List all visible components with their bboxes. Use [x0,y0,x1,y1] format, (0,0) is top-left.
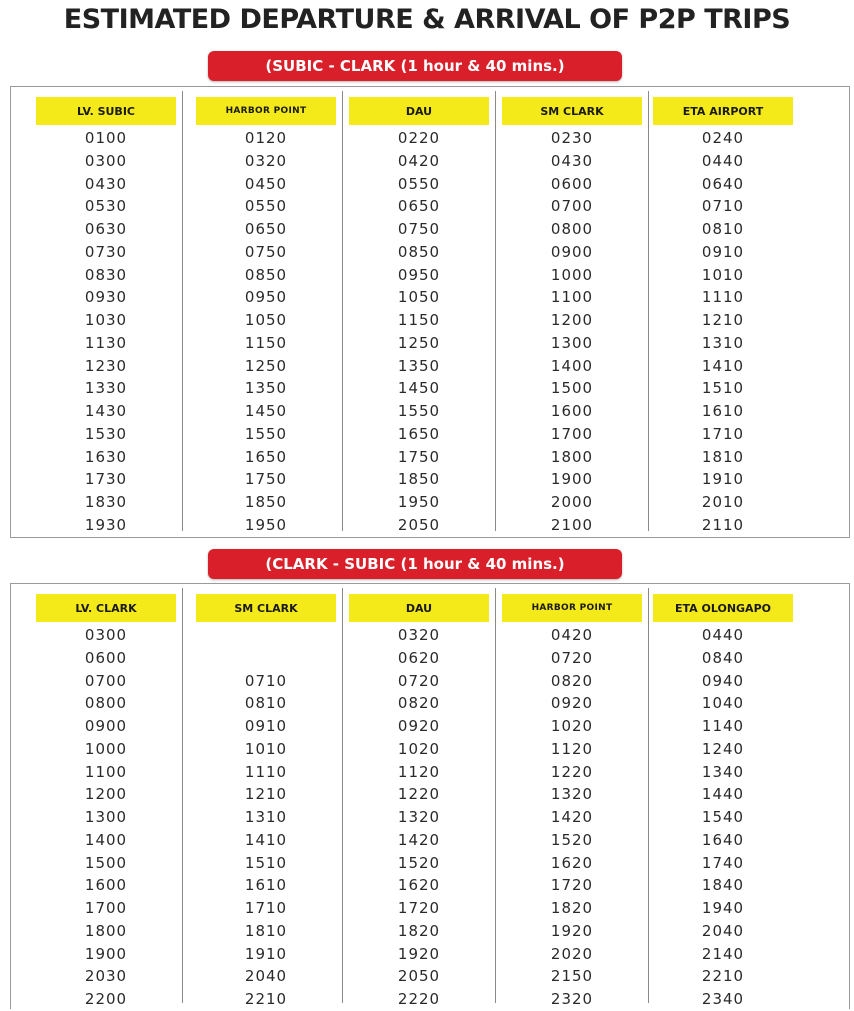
time-cell: 1510 [701,379,745,398]
time-cell: 1710 [701,424,745,443]
time-list [190,624,342,1011]
time-cell: 1430 [84,402,128,420]
time-cell: 1350 [397,356,441,375]
time-cell: 0300 [84,151,128,170]
column-header: SM CLARK [502,97,642,125]
time-cell: 0600 [550,174,594,193]
time-cell: 0100 [84,129,128,147]
schedule-column [496,584,648,1009]
schedule-table-subic-clark [10,86,850,538]
time-cell: 0710 [244,671,288,690]
time-cell: 1100 [550,288,594,307]
time-cell: 1010 [701,265,745,284]
time-cell: 1810 [701,447,745,466]
time-cell: 1140 [701,717,745,735]
time-cell: 1120 [550,739,594,758]
time-cell: 1450 [397,379,441,398]
schedule-column [343,87,495,537]
time-cell: 1050 [244,311,288,329]
time-cell: 0710 [701,197,745,216]
time-cell: 0910 [701,242,745,261]
time-cell: 0730 [84,242,128,261]
time-cell: 1220 [550,762,594,781]
column-header: HARBOR POINT [196,97,336,125]
time-cell: 1900 [550,470,594,489]
time-cell: 0550 [397,174,441,193]
time-cell: 0920 [550,694,594,713]
time-cell: 1550 [244,424,288,443]
time-cell: 1320 [550,785,594,804]
time-cell: 1150 [244,333,288,352]
time-cell: 0840 [701,648,745,667]
time-cell: 0820 [397,694,441,713]
time-cell: 1110 [701,288,745,307]
time-cell: 1650 [397,424,441,443]
time-cell: 1550 [397,402,441,420]
time-cell: 0320 [244,151,288,170]
time-cell: 1610 [701,402,745,420]
schedule-column [647,584,799,1009]
time-cell: 0850 [397,242,441,261]
time-cell: 1100 [84,762,128,781]
time-cell: 0300 [84,626,128,644]
time-cell: 1750 [397,447,441,466]
time-cell: 0650 [244,220,288,238]
time-cell: 1950 [397,493,441,511]
column-header: ETA OLONGAPO [653,594,793,622]
time-cell: 1250 [244,356,288,375]
schedule-column [647,87,799,537]
route-banner-subic-clark: (SUBIC - CLARK (1 hour & 40 mins.) [208,51,622,81]
time-cell [190,647,342,670]
time-list [30,127,182,537]
time-cell: 1500 [84,853,128,872]
column-header: LV. SUBIC [36,97,176,125]
time-cell: 1820 [397,921,441,940]
time-cell: 0700 [84,671,128,690]
time-cell: 1200 [550,311,594,329]
time-cell: 0650 [397,197,441,216]
time-cell: 1620 [397,876,441,895]
time-cell: 2200 [84,990,128,1008]
time-cell: 1030 [84,311,128,329]
time-cell: 0550 [244,197,288,216]
time-cell: 0630 [84,220,128,238]
time-cell: 1710 [244,899,288,917]
time-cell: 1720 [397,899,441,917]
time-cell: 1210 [701,311,745,329]
time-list [30,624,182,1011]
time-cell: 0810 [701,220,745,238]
time-cell: 1910 [244,944,288,963]
time-cell: 0430 [550,151,594,170]
schedule-table-clark-subic [10,583,850,1009]
page-title: ESTIMATED DEPARTURE & ARRIVAL OF P2P TRIPS [63,4,791,35]
time-cell: 2320 [550,990,594,1008]
time-cell: 2100 [550,515,594,534]
time-list [647,624,799,1011]
time-cell: 0620 [397,648,441,667]
time-cell: 1700 [84,899,128,917]
time-cell: 0720 [550,648,594,667]
column-header: HARBOR POINT [502,594,642,622]
time-cell: 2030 [84,967,128,986]
time-cell: 1130 [84,333,128,352]
time-cell: 1940 [701,899,745,917]
time-cell: 1020 [397,739,441,758]
time-cell: 0940 [701,671,745,690]
time-cell: 1620 [550,853,594,872]
time-cell: 0910 [244,717,288,735]
time-cell: 0700 [550,197,594,216]
time-cell: 2150 [550,967,594,986]
time-cell: 1930 [84,515,128,534]
column-header: LV. CLARK [36,594,176,622]
time-cell: 1540 [701,808,745,826]
time-cell: 1300 [84,808,128,826]
column-header: DAU [349,97,489,125]
time-cell: 1400 [84,830,128,849]
schedule-column [30,584,182,1009]
column-header: SM CLARK [196,594,336,622]
column-header: ETA AIRPORT [653,97,793,125]
time-cell: 2000 [550,493,594,511]
time-cell: 1820 [550,899,594,917]
time-cell: 0530 [84,197,128,216]
time-cell: 0220 [397,129,441,147]
time-cell: 1800 [550,447,594,466]
schedule-column [496,87,648,537]
time-cell: 0430 [84,174,128,193]
time-cell: 2140 [701,944,745,963]
time-cell: 0420 [550,626,594,644]
time-cell: 0240 [701,129,745,147]
time-cell: 0230 [550,129,594,147]
time-cell: 1050 [397,288,441,307]
time-cell: 1420 [550,808,594,826]
time-list [190,127,342,537]
time-list [496,624,648,1011]
time-cell: 0920 [397,717,441,735]
time-cell: 1220 [397,785,441,804]
schedule-column [190,584,342,1009]
time-cell: 1200 [84,785,128,804]
time-cell: 2040 [244,967,288,986]
schedule-column [30,87,182,537]
time-cell: 1210 [244,785,288,804]
time-cell: 0900 [84,717,128,735]
time-cell: 0640 [701,174,745,193]
time-cell: 0830 [84,265,128,284]
time-cell: 0950 [397,265,441,284]
time-cell: 0600 [84,648,128,667]
time-cell: 1120 [397,762,441,781]
time-cell: 0750 [397,220,441,238]
route-banner-clark-subic: (CLARK - SUBIC (1 hour & 40 mins.) [208,549,622,579]
time-cell: 0800 [550,220,594,238]
time-cell: 1750 [244,470,288,489]
time-cell [190,624,342,647]
time-cell: 0930 [84,288,128,307]
time-cell: 1240 [701,739,745,758]
time-cell: 1010 [244,739,288,758]
time-cell: 1530 [84,424,128,443]
time-cell: 1340 [701,762,745,781]
time-cell: 1040 [701,694,745,713]
time-cell: 1420 [397,830,441,849]
time-cell: 0440 [701,626,745,644]
time-cell: 1950 [244,515,288,534]
time-cell: 1000 [550,265,594,284]
time-list [343,624,495,1011]
time-cell: 2040 [701,921,745,940]
time-cell: 0950 [244,288,288,307]
time-cell: 1900 [84,944,128,963]
time-cell: 1640 [701,830,745,849]
time-cell: 0440 [701,151,745,170]
time-cell: 1630 [84,447,128,466]
time-cell: 2010 [701,493,745,511]
time-cell: 1810 [244,921,288,940]
time-list [343,127,495,537]
time-cell: 2210 [244,990,288,1008]
time-cell: 1520 [397,853,441,872]
time-cell: 1330 [84,379,128,398]
time-cell: 0900 [550,242,594,261]
time-cell: 1150 [397,311,441,329]
time-cell: 0750 [244,242,288,261]
time-cell: 1000 [84,739,128,758]
time-cell: 1300 [550,333,594,352]
time-cell: 2340 [701,990,745,1008]
time-cell: 0450 [244,174,288,193]
time-cell: 0800 [84,694,128,713]
time-cell: 0420 [397,151,441,170]
time-cell: 1600 [84,876,128,895]
time-cell: 1800 [84,921,128,940]
column-header: DAU [349,594,489,622]
time-cell: 1740 [701,853,745,872]
time-cell: 1510 [244,853,288,872]
time-cell: 1730 [84,470,128,489]
time-cell: 1310 [701,333,745,352]
time-cell: 1700 [550,424,594,443]
time-cell: 1840 [701,876,745,895]
time-cell: 1520 [550,830,594,849]
schedule-column [343,584,495,1009]
time-cell: 1250 [397,333,441,352]
time-list [496,127,648,537]
time-cell: 1650 [244,447,288,466]
time-cell: 2110 [701,515,745,534]
time-cell: 1110 [244,762,288,781]
time-cell: 1310 [244,808,288,826]
time-cell: 1410 [701,356,745,375]
time-cell: 1410 [244,830,288,849]
time-cell: 1720 [550,876,594,895]
time-cell: 1850 [397,470,441,489]
time-cell: 1610 [244,876,288,895]
time-cell: 1400 [550,356,594,375]
time-cell: 2050 [397,515,441,534]
time-cell: 2050 [397,967,441,986]
time-cell: 0810 [244,694,288,713]
time-cell: 0850 [244,265,288,284]
time-cell: 2220 [397,990,441,1008]
time-cell: 1450 [244,402,288,420]
time-cell: 1920 [397,944,441,963]
time-cell: 0120 [244,129,288,147]
time-cell: 1020 [550,717,594,735]
time-cell: 1500 [550,379,594,398]
time-cell: 1850 [244,493,288,511]
time-cell: 1910 [701,470,745,489]
time-list [647,127,799,537]
time-cell: 0820 [550,671,594,690]
time-cell: 1320 [397,808,441,826]
time-cell: 1830 [84,493,128,511]
time-cell: 2210 [701,967,745,986]
time-cell: 1440 [701,785,745,804]
time-cell: 1920 [550,921,594,940]
time-cell: 1600 [550,402,594,420]
time-cell: 1230 [84,356,128,375]
time-cell: 1350 [244,379,288,398]
schedule-column [190,87,342,537]
time-cell: 2020 [550,944,594,963]
time-cell: 0320 [397,626,441,644]
time-cell: 0720 [397,671,441,690]
